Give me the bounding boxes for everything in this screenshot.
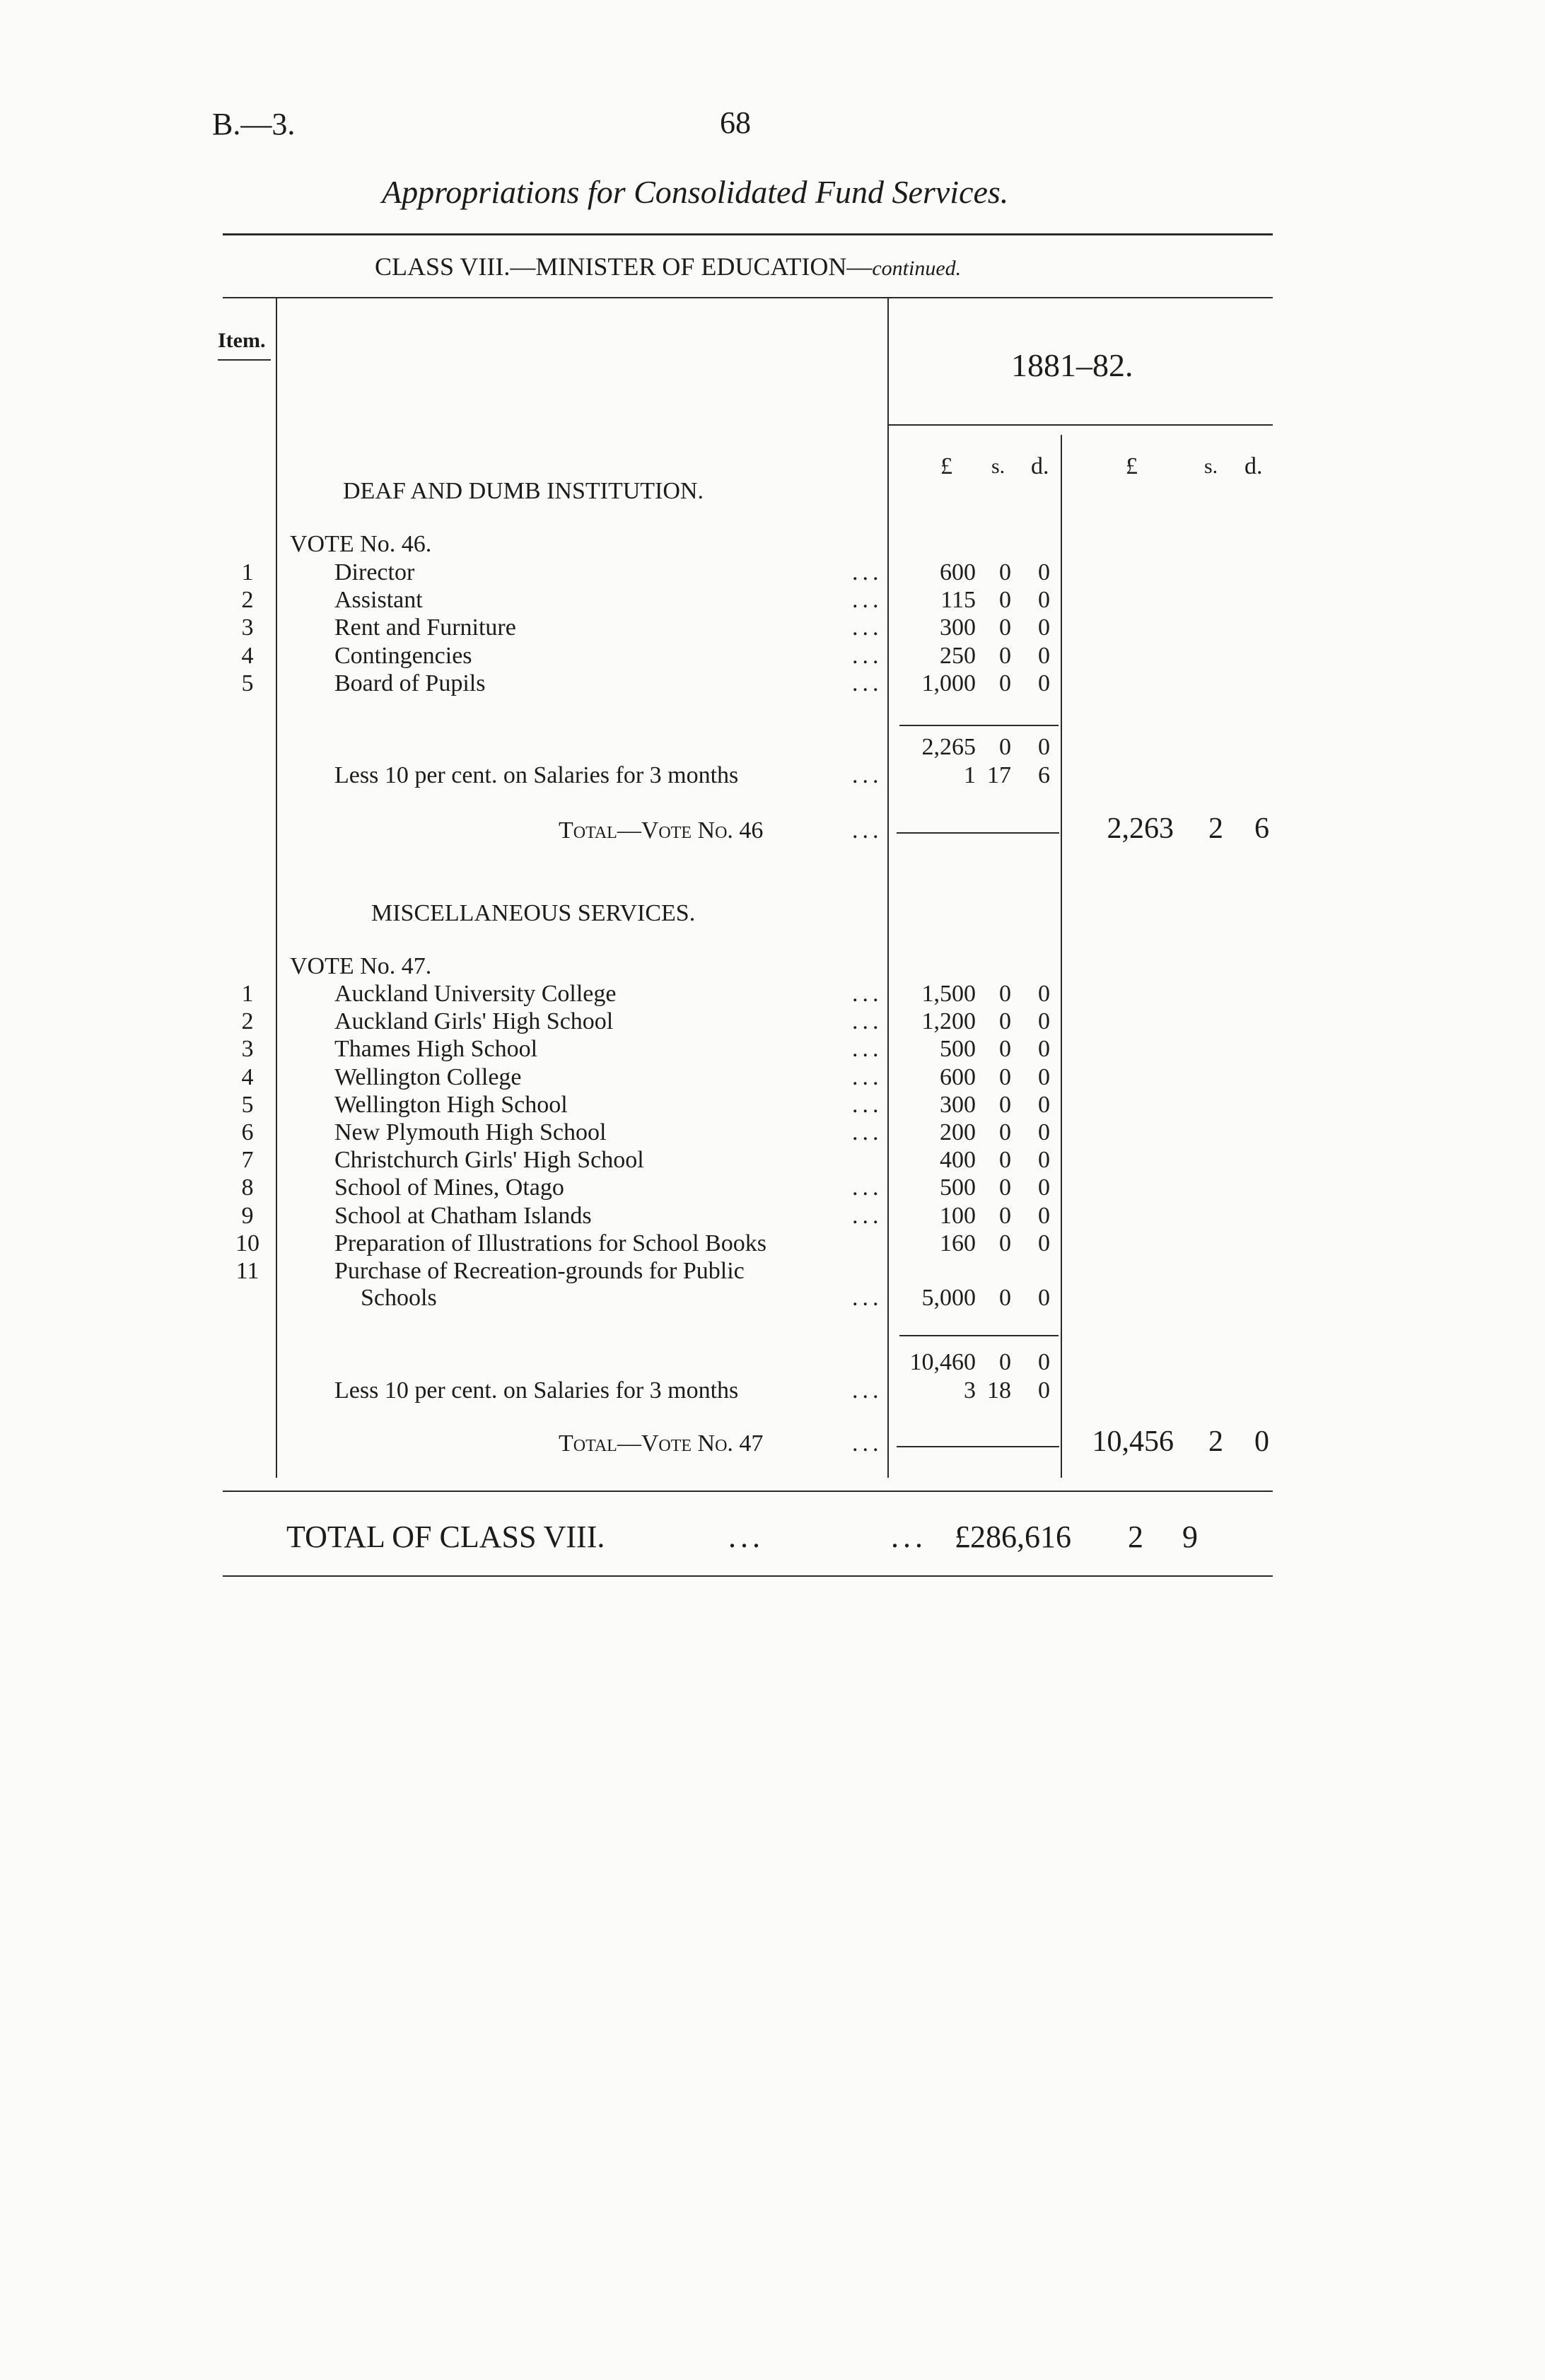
item-number: 5 (241, 670, 254, 696)
item-pence: 0 (1038, 587, 1050, 614)
item-description: Director (334, 559, 415, 585)
total-pence-header: d. (1244, 453, 1263, 479)
item-description: Purchase of Recreation-grounds for Public (334, 1258, 745, 1284)
item-pounds: 160 (940, 1230, 976, 1256)
vote-46-subtotal-rule (899, 725, 1059, 726)
item-shillings: 0 (999, 1230, 1011, 1256)
item-leader-dots: ... (852, 981, 883, 1007)
vote-46-less-pounds: 1 (964, 762, 976, 788)
item-pence: 0 (1038, 614, 1050, 641)
item-description: Contingencies (334, 642, 472, 669)
item-description: Wellington High School (334, 1091, 568, 1118)
vote-46-less-pence: 6 (1038, 762, 1050, 788)
item-description: Assistant (334, 587, 423, 614)
item-pence: 0 (1038, 1285, 1050, 1311)
item-leader-dots: ... (852, 1036, 883, 1063)
item-pence: 0 (1038, 981, 1050, 1007)
grand-total-shillings: 2 (1128, 1519, 1143, 1554)
grand-total-leader-2: ... (891, 1519, 927, 1554)
item-leader-dots: ... (852, 1174, 883, 1201)
vote-46-less-label: Less 10 per cent. on Salaries for 3 months (334, 762, 739, 788)
item-pounds: 1,000 (921, 670, 976, 696)
item-shillings: 0 (999, 614, 1011, 641)
vote-46-total-label: Total—Vote No. 46 (559, 817, 764, 844)
vote-46-subtotal-shillings: 0 (999, 734, 1011, 760)
item-pounds: 1,200 (921, 1008, 976, 1035)
item-number: 8 (241, 1174, 254, 1201)
amount-column-rule (887, 297, 889, 1478)
item-column-header: Item. (218, 329, 266, 352)
vote-46-total-shillings: 2 (1208, 812, 1223, 845)
vote-46-subtotal-pounds: 2,265 (921, 734, 976, 760)
item-pounds: 500 (940, 1036, 976, 1063)
item-number: 11 (235, 1258, 260, 1284)
item-number: 6 (241, 1119, 254, 1145)
vote-47-less-shillings: 18 (987, 1377, 1011, 1404)
item-number: 2 (241, 587, 254, 614)
grand-total-leader-1: ... (728, 1519, 764, 1554)
page-title: Appropriations for Consolidated Fund Services. (382, 174, 1009, 210)
item-leader-dots: ... (852, 1091, 883, 1118)
item-leader-dots: ... (852, 614, 883, 641)
table-bottom-rule (223, 1491, 1273, 1492)
grand-total-label: TOTAL OF CLASS VIII. (286, 1519, 605, 1554)
item-shillings: 0 (999, 1285, 1011, 1311)
item-shillings: 0 (999, 559, 1011, 585)
item-description: Christchurch Girls' High School (334, 1147, 644, 1174)
item-number: 3 (241, 614, 254, 641)
item-shillings: 0 (999, 1202, 1011, 1229)
item-description: Rent and Furniture (334, 614, 516, 641)
item-number: 4 (241, 642, 254, 669)
grand-total-pounds: £286,616 (955, 1519, 1071, 1554)
item-pence: 0 (1038, 670, 1050, 696)
item-number: 3 (241, 1036, 254, 1063)
vote-47-subtotal-pounds: 10,460 (909, 1349, 976, 1375)
item-number: 5 (241, 1091, 254, 1118)
item-pounds: 5,000 (921, 1285, 976, 1311)
item-pounds: 1,500 (921, 981, 976, 1007)
item-description: Preparation of Illustrations for School Books (334, 1230, 766, 1256)
item-shillings: 0 (999, 642, 1011, 669)
vote-47-total-rule (897, 1446, 1059, 1447)
pound-header: £ (940, 453, 952, 479)
grand-total-pence: 9 (1182, 1519, 1198, 1554)
item-shillings: 0 (999, 1036, 1011, 1063)
class-heading: CLASS VIII.—MINISTER OF EDUCATION—continued. (375, 252, 962, 281)
item-pence: 0 (1038, 1063, 1050, 1090)
total-column-rule (1061, 435, 1062, 1478)
item-number: 10 (235, 1230, 260, 1256)
item-leader-dots: ... (852, 587, 883, 614)
item-pence: 0 (1038, 1202, 1050, 1229)
vote-46-subtotal-pence: 0 (1038, 734, 1050, 760)
vote-47-total-shillings: 2 (1208, 1425, 1223, 1458)
vote-47-total-label: Total—Vote No. 47 (559, 1430, 764, 1457)
vote-46-less-shillings: 17 (987, 762, 1011, 788)
page-bottom-rule (223, 1575, 1273, 1577)
item-pounds: 100 (940, 1202, 976, 1229)
vote-46-less-leader: ... (852, 762, 883, 788)
item-pence: 0 (1038, 1174, 1050, 1201)
vote-47-less-pence: 0 (1038, 1377, 1050, 1404)
item-leader-dots: ... (852, 1063, 883, 1090)
vote-46-total-leader: ... (852, 817, 883, 844)
vote-47-subtotal-shillings: 0 (999, 1349, 1011, 1375)
item-leader-dots: ... (852, 642, 883, 669)
year-column-header: 1881–82. (1011, 347, 1133, 383)
item-pounds: 400 (940, 1147, 976, 1174)
item-pounds: 600 (940, 559, 976, 585)
vote-47-heading: VOTE No. 47. (290, 953, 432, 979)
vote-46-total-pence: 6 (1254, 812, 1269, 845)
vote-47-less-pounds: 3 (964, 1377, 976, 1404)
item-pounds: 300 (940, 1091, 976, 1118)
item-description: New Plymouth High School (334, 1119, 607, 1145)
item-pence: 0 (1038, 642, 1050, 669)
item-leader-dots: ... (852, 559, 883, 585)
vote-47-less-label: Less 10 per cent. on Salaries for 3 months (334, 1377, 739, 1404)
vote-47-subtotal-pence: 0 (1038, 1349, 1050, 1375)
item-header-underline (218, 359, 271, 361)
item-description: Auckland Girls' High School (334, 1008, 614, 1035)
item-pence: 0 (1038, 1230, 1050, 1256)
item-pence: 0 (1038, 1147, 1050, 1174)
item-shillings: 0 (999, 1008, 1011, 1035)
item-shillings: 0 (999, 981, 1011, 1007)
item-shillings: 0 (999, 1091, 1011, 1118)
vote-46-total-rule (897, 832, 1059, 834)
year-header-rule (887, 424, 1273, 426)
item-pence: 0 (1038, 1119, 1050, 1145)
table-top-rule (223, 297, 1273, 298)
title-rule (223, 233, 1273, 235)
item-description: Wellington College (334, 1063, 522, 1090)
vote-47-total-pence: 0 (1254, 1425, 1269, 1458)
section-title-miscellaneous: MISCELLANEOUS SERVICES. (371, 900, 696, 926)
item-number: 2 (241, 1008, 254, 1035)
section-title-deaf-dumb: DEAF AND DUMB INSTITUTION. (343, 478, 704, 504)
item-pence: 0 (1038, 559, 1050, 585)
item-pounds: 300 (940, 614, 976, 641)
item-description: School at Chatham Islands (334, 1202, 592, 1229)
page-number: 68 (720, 105, 751, 140)
item-pounds: 250 (940, 642, 976, 669)
item-shillings: 0 (999, 1063, 1011, 1090)
item-leader-dots: ... (852, 1202, 883, 1229)
item-pounds: 500 (940, 1174, 976, 1201)
item-pence: 0 (1038, 1091, 1050, 1118)
item-leader-dots: ... (852, 1008, 883, 1035)
item-description: Thames High School (334, 1036, 538, 1063)
vote-47-total-pounds: 10,456 (1092, 1425, 1174, 1458)
item-shillings: 0 (999, 670, 1011, 696)
item-number: 4 (241, 1063, 254, 1090)
item-shillings: 0 (999, 1147, 1011, 1174)
vote-46-heading: VOTE No. 46. (290, 531, 432, 557)
item-number: 1 (241, 981, 254, 1007)
vote-47-less-leader: ... (852, 1377, 883, 1404)
item-shillings: 0 (999, 1119, 1011, 1145)
item-leader-dots: ... (852, 1285, 883, 1311)
item-description: Auckland University College (334, 981, 617, 1007)
item-leader-dots: ... (852, 1119, 883, 1145)
item-description-continued: Schools (361, 1285, 437, 1311)
shilling-header: s. (991, 455, 1005, 478)
report-reference: B.—3. (212, 107, 296, 141)
item-pence: 0 (1038, 1008, 1050, 1035)
vote-47-subtotal-rule (899, 1335, 1059, 1336)
total-shilling-header: s. (1204, 455, 1218, 478)
item-shillings: 0 (999, 587, 1011, 614)
item-number: 7 (241, 1147, 254, 1174)
pence-header: d. (1031, 453, 1049, 479)
item-description: School of Mines, Otago (334, 1174, 564, 1201)
vote-46-total-pounds: 2,263 (1107, 812, 1174, 845)
item-pounds: 115 (940, 587, 976, 614)
item-shillings: 0 (999, 1174, 1011, 1201)
item-number: 9 (241, 1202, 254, 1229)
total-pound-header: £ (1126, 453, 1138, 479)
item-pence: 0 (1038, 1036, 1050, 1063)
vote-47-total-leader: ... (852, 1430, 883, 1457)
item-description: Board of Pupils (334, 670, 486, 696)
item-leader-dots: ... (852, 670, 883, 696)
item-pounds: 200 (940, 1119, 976, 1145)
item-pounds: 600 (940, 1063, 976, 1090)
item-column-rule (276, 297, 277, 1478)
item-number: 1 (241, 559, 254, 585)
